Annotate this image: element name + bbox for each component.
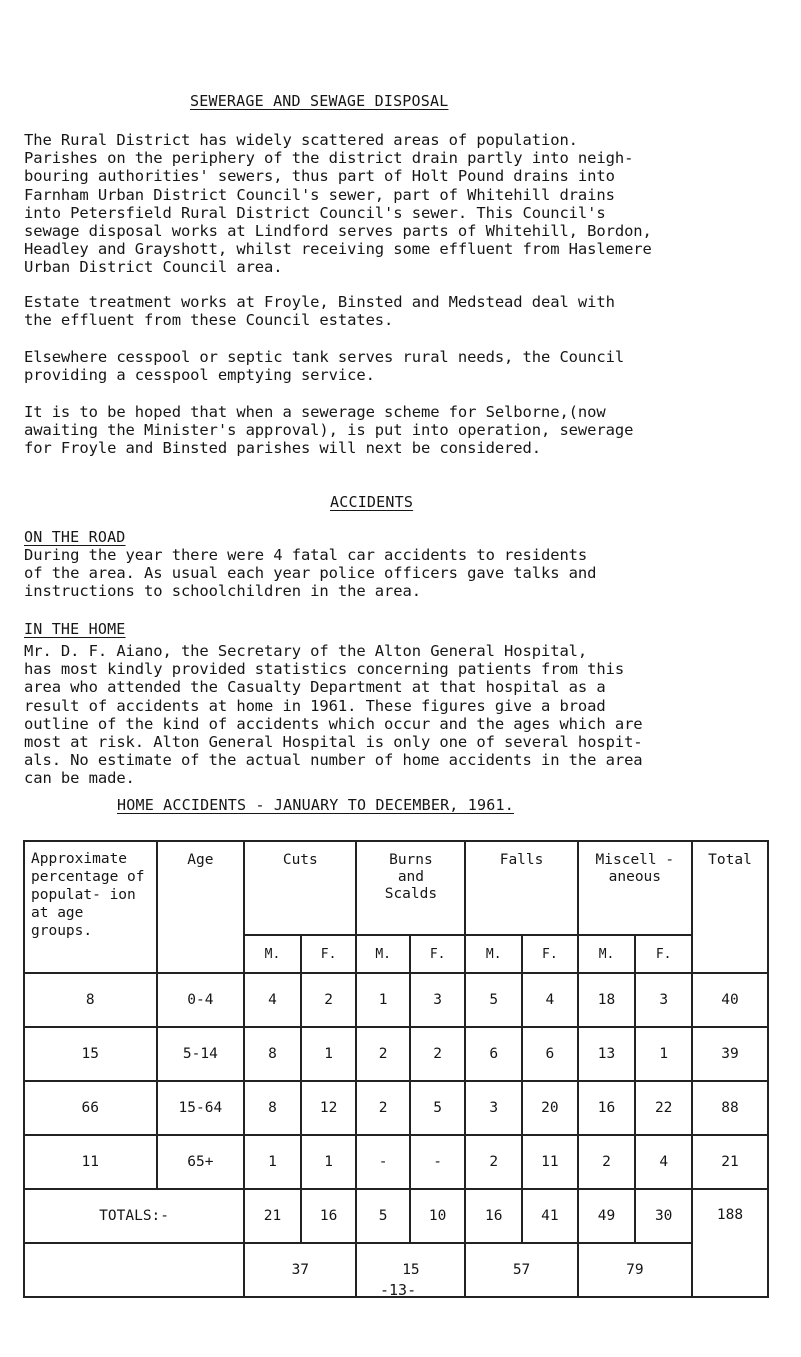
- accidents-heading: ACCIDENTS: [330, 493, 414, 511]
- cell-misc-f: 3: [635, 973, 692, 1027]
- cell-falls-m: 3: [465, 1081, 522, 1135]
- header-cuts: Cuts: [244, 841, 356, 935]
- table-row: [24, 1027, 768, 1081]
- totals-row: [24, 1189, 768, 1243]
- header-pct: Approximate percentage of populat- ion at age groups.: [24, 841, 157, 973]
- sewerage-paragraph-4: It is to be hoped that when a sewerage scheme for Selborne,(now awaiting the Minister's approval), is put into operation, sewerage for Froyle and Binsted parishes will next be considered.: [24, 403, 634, 458]
- page-number: -13-: [380, 1281, 417, 1299]
- burns-f-header: F.: [410, 935, 466, 973]
- combined-blank: [24, 1243, 244, 1297]
- cell-cuts-m: 1: [244, 1135, 301, 1189]
- cell-cuts-f: 12: [301, 1081, 357, 1135]
- cell-pct: 8: [24, 973, 157, 1027]
- cell-falls-f: 11: [522, 1135, 578, 1189]
- total-misc-m: 49: [578, 1189, 636, 1243]
- total-cuts-f: 16: [301, 1189, 357, 1243]
- cell-misc-m: 16: [578, 1081, 636, 1135]
- cell-total: 39: [692, 1027, 768, 1081]
- burns-m-header: M.: [356, 935, 409, 973]
- sewerage-paragraph-2: Estate treatment works at Froyle, Binsted and Medstead deal with the effluent from these Council estates.: [24, 293, 615, 330]
- falls-f-header: F.: [522, 935, 578, 973]
- cell-cuts-m: 8: [244, 1027, 301, 1081]
- combined-burns: 15: [356, 1243, 465, 1297]
- cell-falls-f: 4: [522, 973, 578, 1027]
- totals-label: TOTALS:-: [24, 1189, 244, 1243]
- home-subheading: IN THE HOME: [24, 620, 126, 638]
- misc-f-header: F.: [635, 935, 692, 973]
- cell-cuts-f: 1: [301, 1135, 357, 1189]
- header-falls: Falls: [465, 841, 577, 935]
- sewerage-paragraph-3: Elsewhere cesspool or septic tank serves rural needs, the Council providing a cesspool emptying service.: [24, 348, 625, 385]
- misc-m-header: M.: [578, 935, 636, 973]
- table-header-row: [24, 841, 768, 935]
- cell-misc-m: 13: [578, 1027, 636, 1081]
- total-burns-m: 5: [356, 1189, 409, 1243]
- cell-burns-f: 2: [410, 1027, 466, 1081]
- cell-burns-f: 3: [410, 973, 466, 1027]
- cuts-m-header: M.: [244, 935, 301, 973]
- cell-falls-f: 20: [522, 1081, 578, 1135]
- cell-age: 15-64: [157, 1081, 245, 1135]
- table-title: HOME ACCIDENTS - JANUARY TO DECEMBER, 1961.: [117, 796, 514, 814]
- combined-misc: 79: [578, 1243, 692, 1297]
- falls-m-header: M.: [465, 935, 522, 973]
- road-subheading: ON THE ROAD: [24, 528, 126, 546]
- home-accidents-table: [23, 840, 769, 1298]
- cell-burns-m: 1: [356, 973, 409, 1027]
- cell-burns-f: 5: [410, 1081, 466, 1135]
- cell-cuts-f: 1: [301, 1027, 357, 1081]
- table-row: [24, 1135, 768, 1189]
- cell-misc-f: 4: [635, 1135, 692, 1189]
- cell-total: 40: [692, 973, 768, 1027]
- cell-misc-f: 22: [635, 1081, 692, 1135]
- total-falls-f: 41: [522, 1189, 578, 1243]
- total-cuts-m: 21: [244, 1189, 301, 1243]
- cell-misc-m: 18: [578, 973, 636, 1027]
- cell-total: 88: [692, 1081, 768, 1135]
- cell-falls-m: 2: [465, 1135, 522, 1189]
- header-misc-label: Miscell -aneous: [595, 852, 675, 885]
- cuts-f-header: F.: [301, 935, 357, 973]
- total-burns-f: 10: [410, 1189, 466, 1243]
- cell-falls-f: 6: [522, 1027, 578, 1081]
- cell-burns-f: -: [410, 1135, 466, 1189]
- cell-burns-m: -: [356, 1135, 409, 1189]
- cell-total: 21: [692, 1135, 768, 1189]
- cell-falls-m: 5: [465, 973, 522, 1027]
- header-misc: [578, 841, 692, 935]
- combined-cuts: 37: [244, 1243, 356, 1297]
- sewerage-heading: SEWERAGE AND SEWAGE DISPOSAL: [190, 92, 449, 110]
- combined-falls: 57: [465, 1243, 577, 1297]
- cell-pct: 15: [24, 1027, 157, 1081]
- header-total: Total: [692, 841, 768, 973]
- cell-pct: 66: [24, 1081, 157, 1135]
- cell-misc-m: 2: [578, 1135, 636, 1189]
- home-paragraph: Mr. D. F. Aiano, the Secretary of the Alton General Hospital, has most kindly provided statistics concerning patients from this area who attended the Casualty Department at that hospital as a result of accidents at home in 1961. These figures give a broad outline of the kind of accidents which occur and the ages which are most at risk. Alton General Hospital is only one of several hospit- als. No estimate of the actual number of home accidents in the area can be made.: [24, 642, 643, 788]
- cell-cuts-f: 2: [301, 973, 357, 1027]
- cell-cuts-m: 8: [244, 1081, 301, 1135]
- total-misc-f: 30: [635, 1189, 692, 1243]
- total-falls-m: 16: [465, 1189, 522, 1243]
- sewerage-paragraph-1: The Rural District has widely scattered areas of population. Parishes on the periphery of the district drain partly into neigh- bouring authorities' sewers, thus part of Holt Pound drains into Farnham Urban District Council's sewer, part of Whitehill drains into Petersfield Rural District Council's sewer. This Council's sewage disposal works at Lindford serves parts of Whitehill, Bordon, Headley and Grayshott, whilst receiving some effluent from Haslemere Urban District Council area.: [24, 131, 652, 277]
- cell-misc-f: 1: [635, 1027, 692, 1081]
- header-burns: [356, 841, 465, 935]
- cell-pct: 11: [24, 1135, 157, 1189]
- grand-total: 188: [692, 1189, 768, 1297]
- cell-age: 5-14: [157, 1027, 245, 1081]
- cell-burns-m: 2: [356, 1081, 409, 1135]
- cell-burns-m: 2: [356, 1027, 409, 1081]
- table-row: [24, 1081, 768, 1135]
- cell-cuts-m: 4: [244, 973, 301, 1027]
- cell-age: 65+: [157, 1135, 245, 1189]
- table-row: [24, 973, 768, 1027]
- cell-falls-m: 6: [465, 1027, 522, 1081]
- header-burns-label: Burns and Scalds: [384, 852, 438, 902]
- header-age: Age: [157, 841, 245, 973]
- road-paragraph: During the year there were 4 fatal car accidents to residents of the area. As usual each year police officers gave talks and instructions to schoolchildren in the area.: [24, 546, 597, 601]
- cell-age: 0-4: [157, 973, 245, 1027]
